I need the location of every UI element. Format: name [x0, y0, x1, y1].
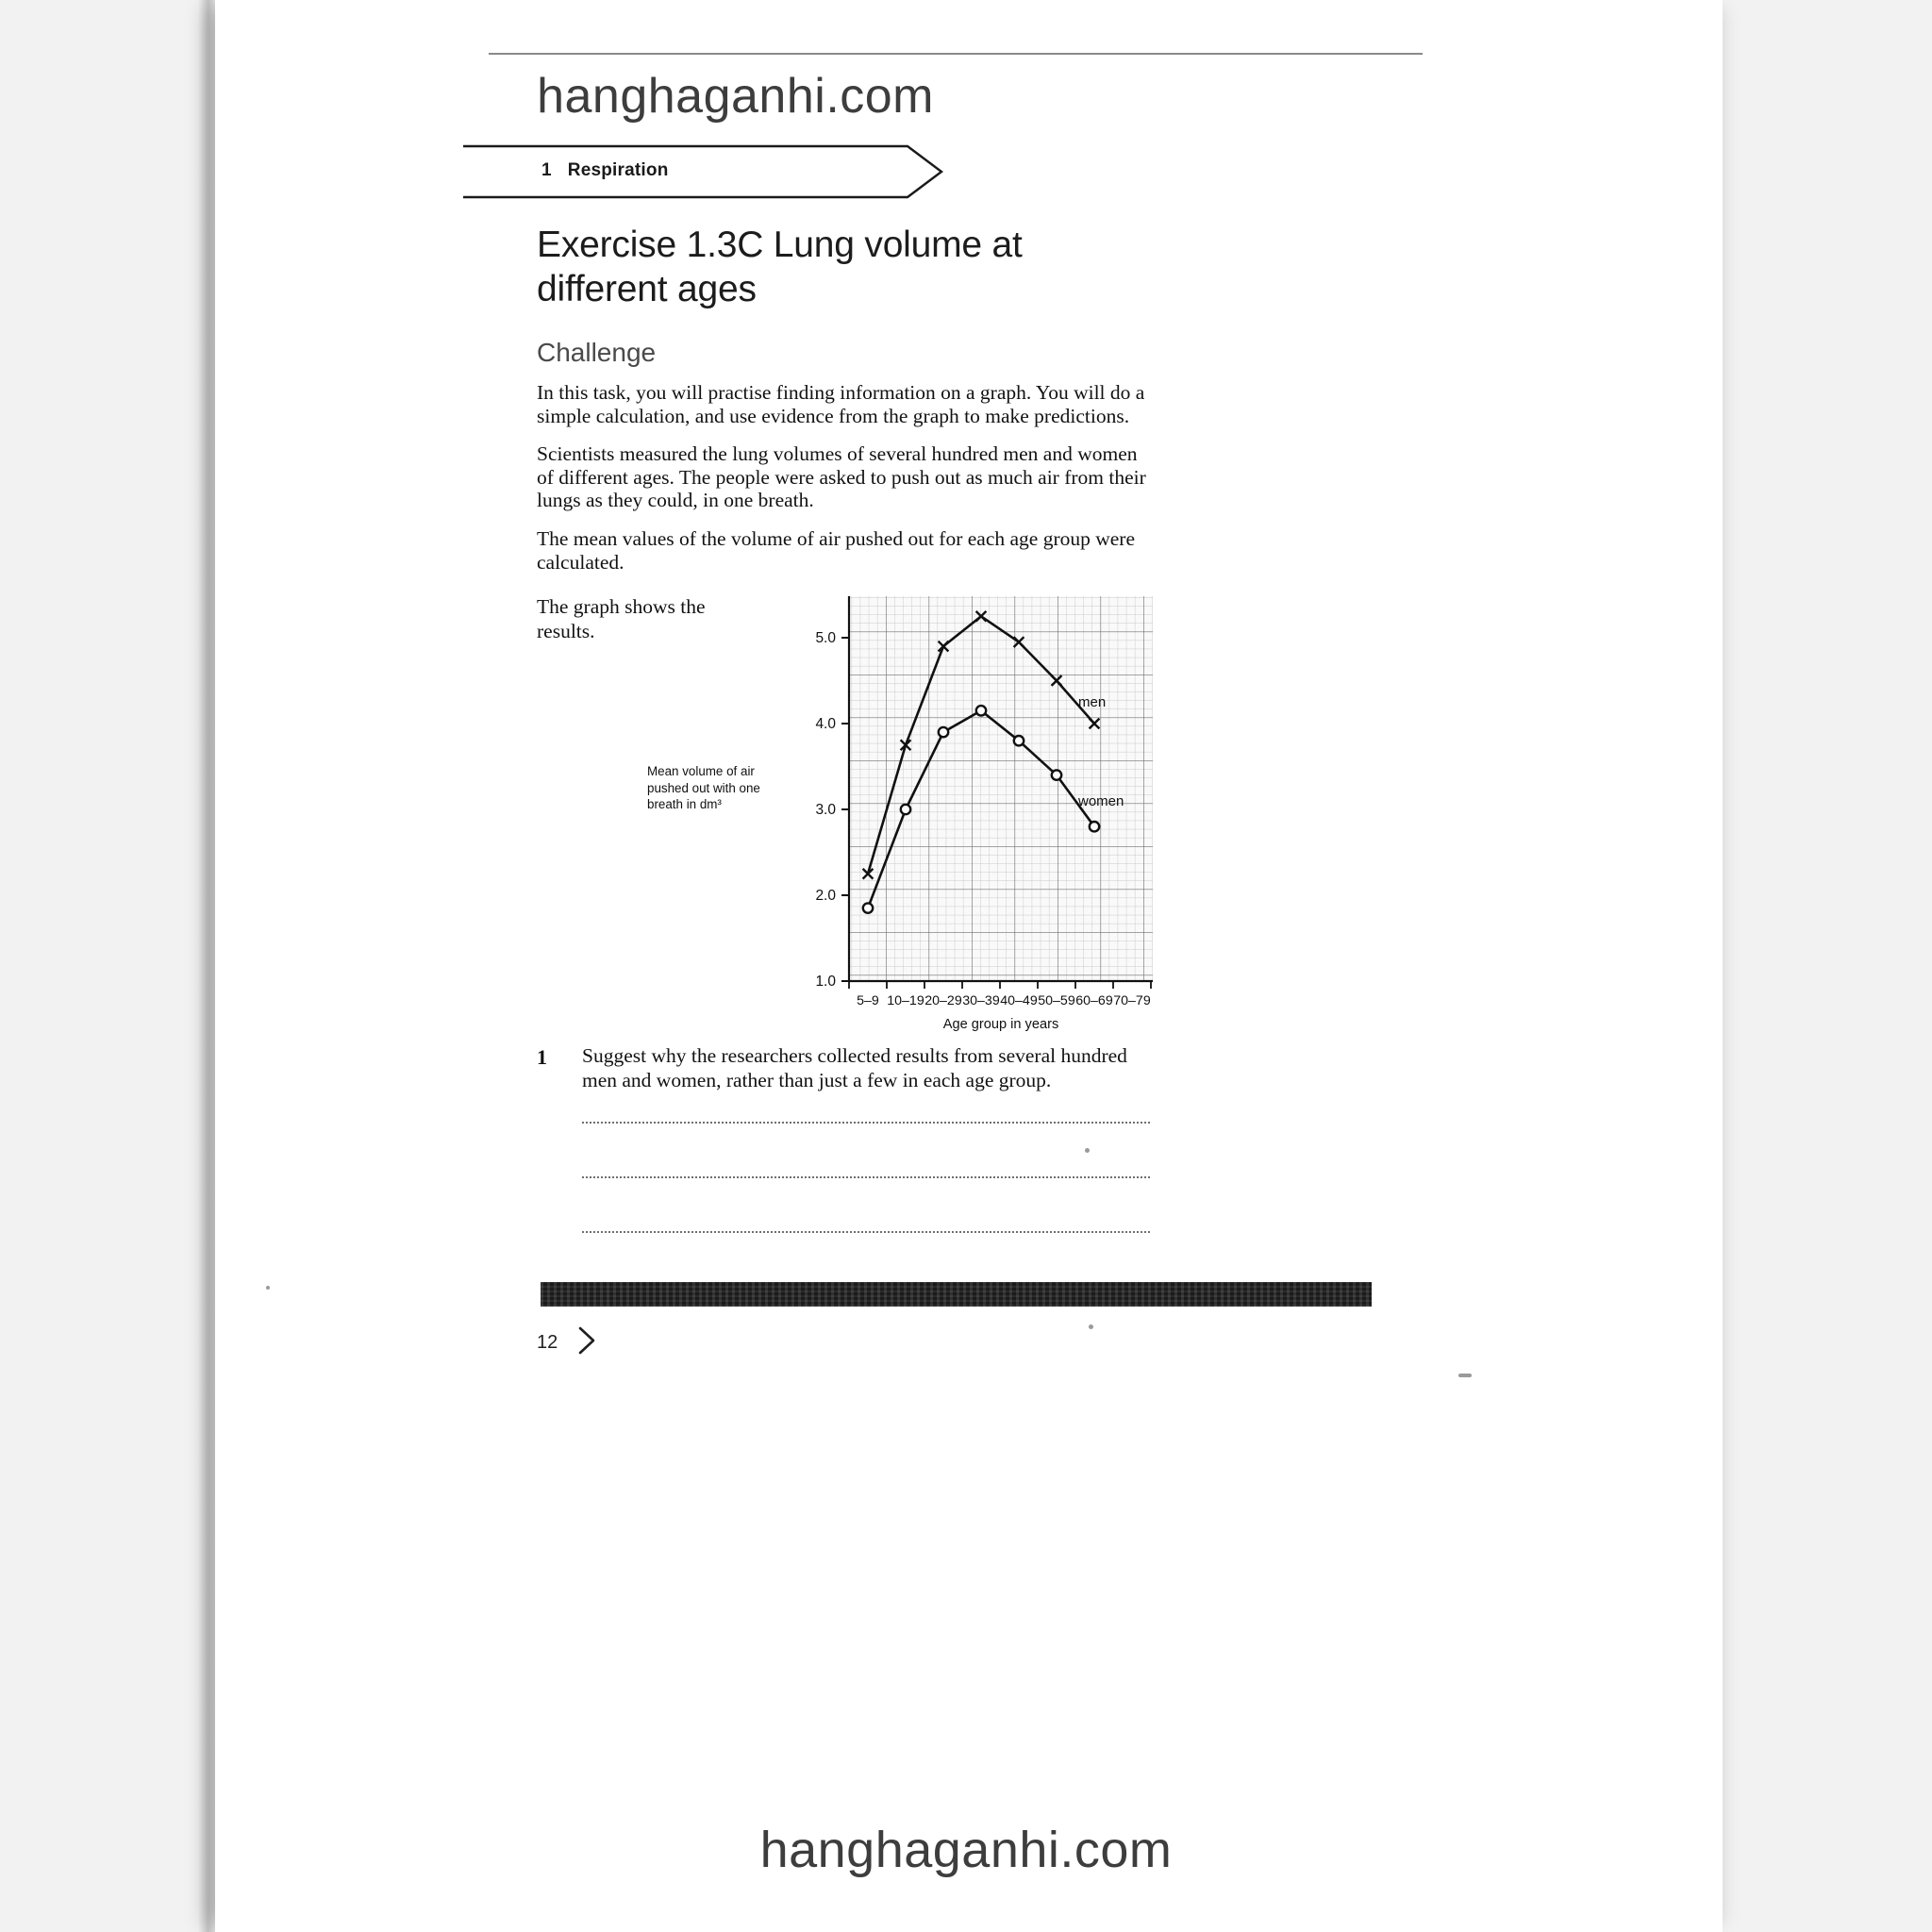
- svg-text:5.0: 5.0: [815, 630, 836, 646]
- svg-text:70–79: 70–79: [1113, 993, 1151, 1008]
- chapter-number: 1: [541, 160, 552, 180]
- scan-artifact-bar: [541, 1282, 1372, 1307]
- header-rule: [489, 53, 1423, 55]
- paragraph-intro: In this task, you will practise finding information on a graph. You will do a simple calculation, and use evidence from the graph to make predictions.: [537, 381, 1145, 427]
- scan-speck: [1085, 1148, 1090, 1153]
- chapter-label: [541, 160, 669, 181]
- svg-text:20–29: 20–29: [924, 993, 962, 1008]
- answer-line[interactable]: [582, 1121, 1150, 1124]
- graph-lead-text: The graph shows the results.: [537, 595, 706, 642]
- chapter-banner-shape: [462, 143, 945, 200]
- svg-text:2.0: 2.0: [815, 888, 836, 904]
- svg-text:5–9: 5–9: [857, 993, 879, 1008]
- section-subhead: Challenge: [537, 338, 657, 367]
- answer-line[interactable]: [582, 1230, 1150, 1233]
- chart-y-ticks: [815, 630, 849, 990]
- chart-x-axis-label: Age group in years: [942, 1017, 1059, 1032]
- watermark-top: hanghaganhi.com: [537, 69, 934, 124]
- paragraph-context: Scientists measured the lung volumes of several hundred men and women of different ages. The people were asked to push out as much air from their lungs as they could, in one breath.: [537, 442, 1146, 512]
- question-text: Suggest why the researchers collected results from several hundred men and women, rather than just a few in each age group.: [582, 1044, 1127, 1091]
- chart-legend-women: women: [1078, 793, 1124, 809]
- svg-text:30–39: 30–39: [962, 993, 1000, 1008]
- scan-speck: [1089, 1324, 1093, 1329]
- svg-text:10–19: 10–19: [887, 993, 924, 1008]
- chart-gridlines: [849, 596, 1153, 981]
- chart-plot-area: [800, 589, 1160, 1036]
- paragraph-means: The mean values of the volume of air pushed out for each age group were calculated.: [537, 526, 1136, 574]
- scan-speck: [266, 1286, 270, 1290]
- chart-legend-men: men: [1078, 694, 1107, 710]
- svg-text:50–59: 50–59: [1038, 993, 1075, 1008]
- chart-y-axis-label: Mean volume of air pushed out with one breath in dm³: [647, 764, 760, 811]
- svg-text:3.0: 3.0: [815, 802, 836, 818]
- page-number: 12: [537, 1332, 558, 1353]
- chart-x-ticks: [849, 981, 1151, 1008]
- chapter-banner: [462, 143, 945, 200]
- scanned-page: [215, 0, 1723, 1932]
- svg-text:40–49: 40–49: [1000, 993, 1038, 1008]
- svg-text:1.0: 1.0: [815, 974, 836, 990]
- body-text: [537, 381, 1150, 574]
- svg-text:60–69: 60–69: [1075, 993, 1113, 1008]
- svg-text:4.0: 4.0: [815, 716, 836, 732]
- page-title: Exercise 1.3C Lung volume at different ages: [537, 225, 1023, 309]
- answer-lines[interactable]: [582, 1121, 1150, 1285]
- scan-speck: [1458, 1374, 1472, 1377]
- lung-volume-figure: [645, 589, 1160, 1036]
- line-chart: [800, 589, 1160, 1036]
- chevron-right-icon: [575, 1324, 599, 1361]
- watermark-bottom: hanghaganhi.com: [759, 1822, 1173, 1878]
- question-number: 1: [537, 1045, 547, 1069]
- answer-line[interactable]: [582, 1175, 1150, 1178]
- chapter-name: Respiration: [567, 160, 669, 180]
